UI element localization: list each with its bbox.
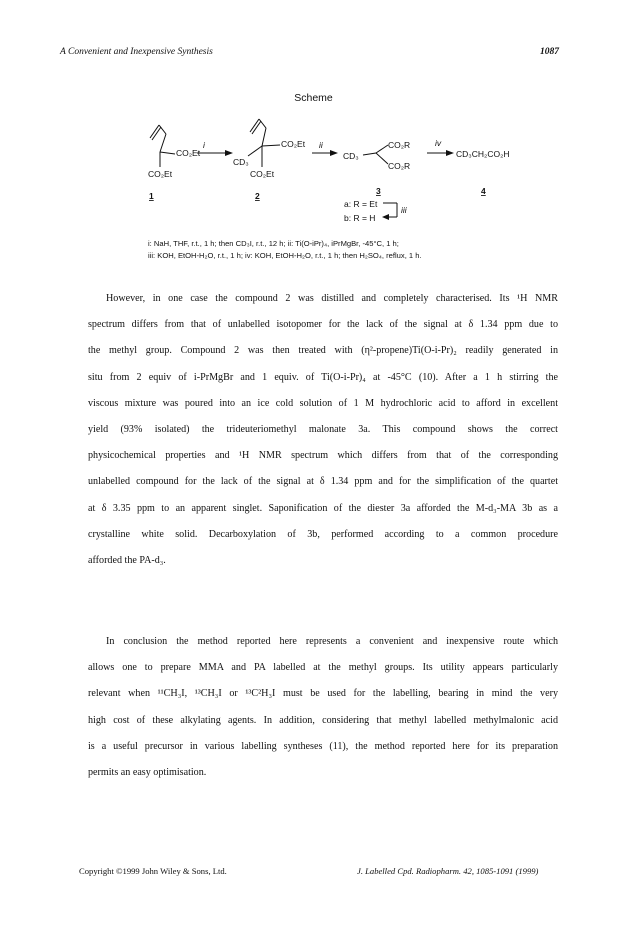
compound-2-ester-bottom: CO₂Et — [250, 169, 275, 179]
compound-label-2: 2 — [255, 191, 260, 201]
scheme-title: Scheme — [294, 92, 333, 104]
caption-line-2: iii: KOH, EtOH-H₂O, r.t., 1 h; iv: KOH, EtOH-H₂O, r.t., 1 h; then H₂SO₄, reflux, 1 h. — [148, 251, 422, 260]
arrow-step-iv — [427, 150, 454, 156]
compound-3-structure — [363, 145, 388, 164]
body-line: crystalline white solid. Decarboxylation of 3b, performed according to a common procedure — [88, 528, 558, 540]
compound-3a-definition: a: R = Et — [344, 199, 378, 209]
compound-4-formula: CD₃CH₂CO₂H — [456, 149, 510, 159]
body-line: high cost of these alkylating agents. In addition, considering that methyl labelled methylmalonic acid — [88, 714, 558, 726]
body-line: afforded the PA-d₃. — [88, 554, 166, 566]
step-label-i: i — [203, 140, 205, 150]
paragraph-2 — [88, 629, 558, 786]
running-title: A Convenient and Inexpensive Synthesis — [60, 47, 213, 57]
body-line: relevant when ¹¹CH₃I, ¹³CH₃I or ¹³C²H₃I must be used for the labelling, bearing in mind the very — [88, 688, 558, 700]
step-label-ii: ii — [319, 140, 323, 150]
compound-1-ester-bottom: CO₂Et — [148, 169, 173, 179]
body-line: the methyl group. Compound 2 was then treated with (η²-propene)Ti(O-i-Pr)₂ readily generated in — [88, 345, 558, 357]
compound-2-cd3: CD₃ — [233, 157, 249, 167]
arrow-step-iii — [382, 203, 397, 220]
body-line: physicochemical properties and ¹H NMR spectrum which differs from that of the corresponding — [88, 450, 558, 462]
compound-3-cd3: CD₃ — [343, 151, 359, 161]
body-line: situ from 2 equiv of i-PrMgBr and 1 equiv. of Ti(O-i-Pr)₄ at -45°C (10). After a 1 h stirring the — [88, 371, 558, 383]
compound-1-ester-top: CO₂Et — [176, 148, 201, 158]
compound-2-ester-top: CO₂Et — [281, 139, 306, 149]
compound-3-ester-bottom: CO₂R — [388, 161, 411, 171]
citation-text: J. Labelled Cpd. Radiopharm. 42, 1085-1091 (1999) — [357, 866, 539, 876]
body-line: unlabelled compound for the lack of the signal at δ 1.34 ppm and for the simplification of the quartet — [88, 476, 558, 488]
arrow-step-i — [197, 150, 233, 156]
reaction-scheme — [0, 110, 627, 235]
step-label-iv: iv — [435, 138, 442, 148]
caption-line-1: i: NaH, THF, r.t., 1 h; then CD₃I, r.t., 12 h; ii: Ti(O-iPr)₄, iPrMgBr, -45°C, 1 h; — [148, 239, 399, 248]
copyright-notice: Copyright ©1999 John Wiley & Sons, Ltd. — [79, 866, 227, 876]
body-line: allows one to prepare MMA and PA labelled at the methyl groups. Its utility appears particularly — [88, 662, 558, 674]
body-line: In conclusion the method reported here represents a convenient and inexpensive route which — [106, 636, 558, 647]
step-label-iii: iii — [401, 205, 407, 215]
body-line: However, in one case the compound 2 was distilled and completely characterised. Its ¹H NMR — [106, 293, 558, 304]
compound-2-structure — [248, 119, 280, 167]
body-line: at δ 3.35 ppm to an apparent singlet. Saponification of the diester 3a afforded the M-d₃-MA 3b as a — [88, 502, 558, 514]
compound-label-4: 4 — [481, 186, 486, 196]
paragraph-1 — [88, 286, 558, 574]
compound-1-structure — [150, 125, 175, 167]
compound-label-1: 1 — [149, 191, 154, 201]
page-number: 1087 — [540, 47, 559, 57]
scheme-caption — [148, 238, 608, 262]
compound-3-ester-top: CO₂R — [388, 140, 411, 150]
arrow-step-ii — [312, 150, 338, 156]
compound-label-3: 3 — [376, 186, 381, 196]
body-line: viscous mixture was poured into an ice cold solution of 1 M hydrochloric acid to afford in excellent — [88, 397, 558, 409]
body-line: yield (93% isolated) the trideuteriomethyl malonate 3a. This compound shows the correct — [88, 423, 558, 435]
body-line: permits an easy optimisation. — [88, 766, 207, 778]
compound-3b-definition: b: R = H — [344, 213, 376, 223]
journal-citation — [357, 866, 538, 876]
body-line: is a useful precursor in various labelling syntheses (11), the method reported here for its preparation — [88, 740, 558, 752]
body-line: spectrum differs from that of unlabelled isotopomer for the lack of the signal at δ 1.34 ppm due to — [88, 319, 558, 331]
